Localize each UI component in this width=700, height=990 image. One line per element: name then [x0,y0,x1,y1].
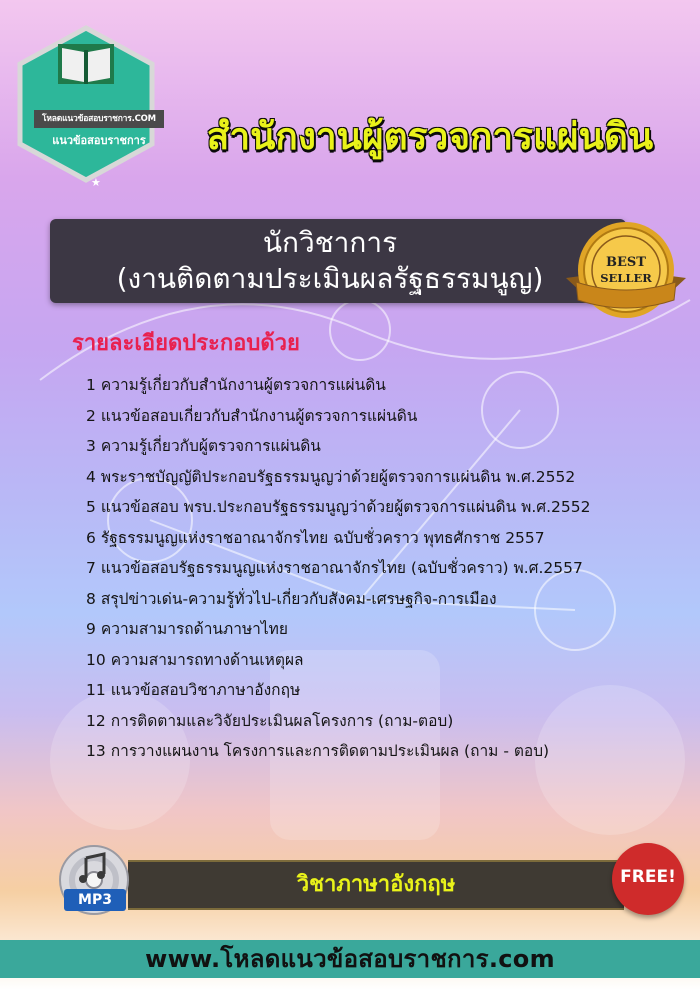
topic-item [86,401,686,431]
topic-number: 7 [86,559,96,577]
topic-text: การวางแผนงาน โครงการและการติดตามประเมินผล (ถาม - ตอบ) [110,742,550,760]
topic-item [86,462,686,492]
topic-item [86,370,686,400]
logo-site-label: โหลดแนวข้อสอบราชการ.COM [34,110,164,128]
topic-number: 8 [86,589,96,608]
topic-text: ความรู้เกี่ยวกับผู้ตรวจการแผ่นดิน [100,437,321,455]
site-logo-badge [12,24,160,189]
organization-title: สำนักงานผู้ตรวจการแผ่นดิน [206,115,654,158]
topic-item [86,614,686,644]
hexagon-badge-icon [12,24,160,184]
topic-item [86,553,686,583]
position-title-box [50,219,626,303]
best-seller-seal [556,216,696,336]
topic-item [86,584,686,614]
english-subject-bar [128,860,624,910]
seal-text-best: BEST [606,255,646,270]
topic-text: แนวข้อสอบวิชาภาษาอังกฤษ [110,681,301,699]
topic-text: แนวข้อสอบเกี่ยวกับสำนักงานผู้ตรวจการแผ่นดิน [100,406,418,425]
logo-sub-label: แนวข้อสอบราชการ [52,134,146,147]
english-subject-label: วิชาภาษาอังกฤษ [296,872,456,897]
topic-text: แนวข้อสอบ พรบ.ประกอบรัฐธรรมนูญว่าด้วยผู้ตรวจการแผ่นดิน พ.ศ.2552 [100,498,591,516]
footer-bar [0,940,700,978]
topic-list [86,370,686,767]
topic-item [86,523,686,553]
topic-item [86,431,686,461]
topic-item [86,492,686,522]
topic-text: ความสามารถทางด้านเหตุผล [110,650,304,669]
topic-number: 13 [86,742,106,760]
topic-item [86,645,686,675]
topic-text: สรุปข่าวเด่น-ความรู้ทั่วไป-เกี่ยวกับสังคม-เศรษฐกิจ-การเมือง [100,589,497,608]
topic-text: แนวข้อสอบรัฐธรรมนูญแห่งราชอาณาจักรไทย (ฉบับชั่วคราว) พ.ศ.2557 [100,559,583,577]
topic-number: 1 [86,376,96,394]
topic-number: 6 [86,528,96,547]
topic-item [86,706,686,736]
topic-item [86,675,686,705]
footer-website-link[interactable]: www.โหลดแนวข้อสอบราชการ.com [145,945,555,973]
topic-number: 9 [86,620,96,638]
topic-number: 4 [86,467,96,486]
topic-text: รัฐธรรมนูญแห่งราชอาณาจักรไทย ฉบับชั่วคราว พุทธศักราช 2557 [100,528,545,547]
open-book-icon [58,44,114,84]
topic-text: พระราชบัญญัติประกอบรัฐธรรมนูญว่าด้วยผู้ตรวจการแผ่นดิน พ.ศ.2552 [100,467,576,486]
seal-text-seller: SELLER [600,271,652,285]
topic-number: 10 [86,650,106,669]
free-badge [612,843,684,915]
topic-number: 2 [86,406,96,425]
topic-number: 3 [86,437,96,455]
position-title-line2: (งานติดตามประเมินผลรัฐธรรมนูญ) [116,262,544,295]
topic-text: ความสามารถด้านภาษาไทย [100,620,288,638]
star-icon: ★ [91,176,101,189]
free-label: FREE! [620,867,676,887]
topic-text: ความรู้เกี่ยวกับสำนักงานผู้ตรวจการแผ่นดิน [100,376,386,394]
topic-number: 11 [86,681,106,699]
topic-text: การติดตามและวิจัยประเมินผลโครงการ (ถาม-ตอบ) [110,711,454,730]
topic-item [86,736,686,766]
mp3-label: MP3 [64,889,126,911]
best-seller-seal-icon [556,216,696,336]
topic-number: 5 [86,498,96,516]
topic-number: 12 [86,711,106,730]
details-heading: รายละเอียดประกอบด้วย [72,331,300,356]
position-title-line1: นักวิชาการ [262,226,398,259]
